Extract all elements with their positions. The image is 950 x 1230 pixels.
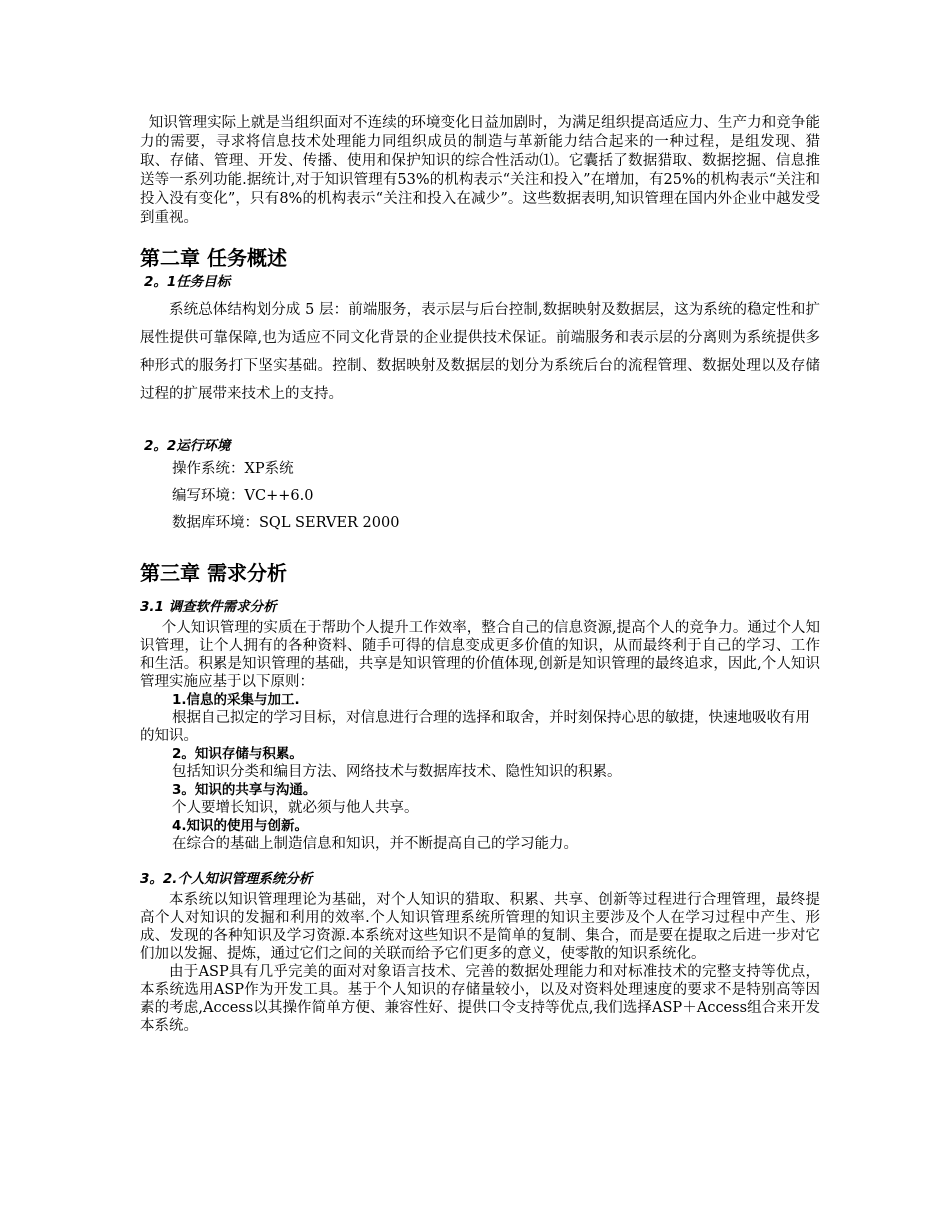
principle-3-body: 个人要增长知识，就必须与他人共享。 bbox=[172, 800, 419, 816]
section-2-1-body: 系统总体结构划分成 5 层：前端服务，表示层与后台控制,数据映射及数据层，这为系统的稳定性和扩展性提供可靠保障,也为适应不同文化背景的企业提供技术保证。前端服务和表示层的分离则为系统提供多种形式的服务打下坚实基础。控制、数据映射及数据层的划分为系统后台的流程管理、数据处理以及存储过程的扩展带来技术上的支持。 bbox=[140, 302, 820, 402]
principle-2-title: 2。知识存储与积累。 bbox=[172, 746, 303, 762]
principle-1-title: 1.信息的采集与加工. bbox=[172, 692, 300, 708]
section-3-1-body: 个人知识管理的实质在于帮助个人提升工作效率，整合自己的信息资源,提高个人的竞争力。通过个人知识管理，让个人拥有的各种资料、随手可得的信息变成更多价值的知识，从而最终利于自己的学习、工作和生活。积累是知识管理的基础，共享是知识管理的价值体现,创新是知识管理的最终追求，因此,个人知识管理实施应基于以下原则： bbox=[140, 620, 820, 690]
section-2-1-title: 2。1任务目标 bbox=[144, 274, 231, 290]
chapter-2-title: 第二章 任务概述 bbox=[140, 246, 287, 270]
section-3-2-body-1: 本系统以知识管理理论为基础，对个人知识的猎取、积累、共享、创新等过程进行合理管理，最终提高个人对知识的发掘和利用的效率.个人知识管理系统所管理的知识主要涉及个人在学习过程中产生、形成、发现的各种知识及学习资源.本系统对这些知识不是简单的复制、集合，而是要在提取之后进一步对它们加以发掘、提炼，通过它们之间的关联而给予它们更多的意义，使零散的知识系统化。 bbox=[140, 892, 820, 962]
env-database: 数据库环境：SQL SERVER 2000 bbox=[172, 515, 400, 531]
principle-2-body: 包括知识分类和编目方法、网络技术与数据库技术、隐性知识的积累。 bbox=[172, 764, 622, 780]
section-2-2-title: 2。2运行环境 bbox=[144, 438, 231, 454]
env-os: 操作系统：XP系统 bbox=[172, 461, 294, 477]
section-3-2-title: 3。2.个人知识管理系统分析 bbox=[140, 871, 313, 887]
env-compiler: 编写环境：VC++6.0 bbox=[172, 488, 314, 504]
section-3-1-title: 3.1 调查软件需求分析 bbox=[140, 599, 277, 615]
principle-4-body: 在综合的基础上制造信息和知识，并不断提高自己的学习能力。 bbox=[172, 836, 578, 852]
principle-4-title: 4.知识的使用与创新。 bbox=[172, 818, 309, 834]
chapter-3-title: 第三章 需求分析 bbox=[140, 561, 287, 585]
document-page bbox=[140, 114, 820, 1035]
principle-3-title: 3。知识的共享与沟通。 bbox=[172, 782, 317, 798]
principle-1-body: 根据自己拟定的学习目标，对信息进行合理的选择和取舍，并时刻保持心思的敏捷，快速地吸收有用的知识。 bbox=[140, 710, 810, 744]
intro-paragraph: 知识管理实际上就是当组织面对不连续的环境变化日益加剧时，为满足组织提高适应力、生产力和竞争能力的需要，寻求将信息技术处理能力同组织成员的制造与革新能力结合起来的一种过程，是组发现、猎取、存储、管理、开发、传播、使用和保护知识的综合性活动⑴。它囊括了数据猎取、数据挖掘、信息推送等一系列功能.据统计,对于知识管理有53%的机构表示“关注和投入”在增加，有25%的机构表示“关注和投入没有变化”，只有8%的机构表示“关注和投入在减少”。这些数据表明,知识管理在国内外企业中越发受到重视。 bbox=[140, 115, 820, 226]
section-3-2-body-2: 由于ASP具有几乎完美的面对对象语言技术、完善的数据处理能力和对标准技术的完整支持等优点，本系统选用ASP作为开发工具。基于个人知识的存储量较小，以及对资料处理速度的要求不是特别高等因素的考虑,Access以其操作简单方便、兼容性好、提供口令支持等优点,我们选择ASP＋Access组合来开发本系统。 bbox=[140, 964, 820, 1034]
